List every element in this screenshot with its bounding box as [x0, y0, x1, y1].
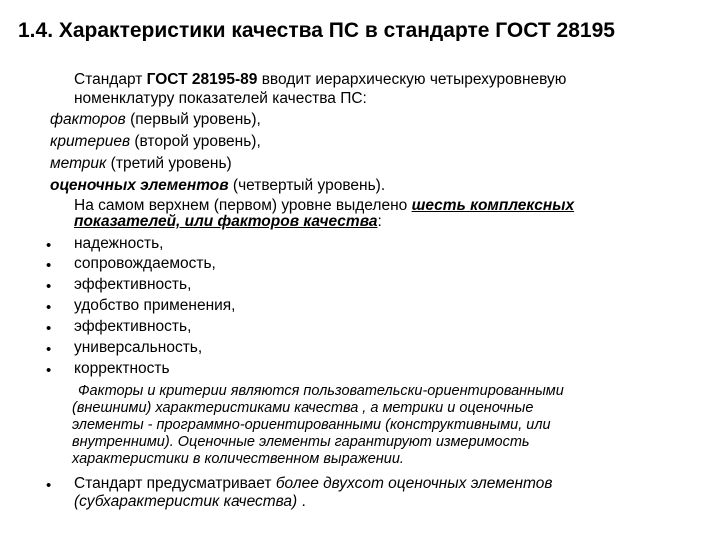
note-line: характеристики в количественном выражении. — [72, 451, 404, 467]
bullet-marker: • — [46, 299, 52, 316]
top-level-text: На самом верхнем (первом) уровне выделено — [74, 197, 412, 214]
level-term: критериев — [50, 133, 131, 150]
intro-line-1 — [74, 72, 566, 88]
note-line: Факторы и критерии являются пользовательски-ориентированными — [78, 383, 564, 399]
bullet-marker: • — [46, 320, 52, 337]
level-elements — [50, 178, 385, 194]
factor-item: корректность — [74, 360, 170, 377]
top-level-line-1 — [74, 198, 574, 214]
bullet-marker: • — [46, 237, 52, 254]
last-emphasis-2: (субхарактеристик качества) — [74, 493, 298, 510]
factor-item: эффективность, — [74, 318, 192, 335]
factor-item: удобство применения, — [74, 297, 236, 314]
level-desc: (третий уровень) — [106, 155, 232, 172]
top-level-line-2 — [74, 214, 382, 230]
bullet-marker: • — [46, 341, 52, 358]
note-line: внутренними). Оценочные элементы гарантируют измеримость — [72, 434, 530, 450]
top-level-colon: : — [377, 213, 382, 230]
factor-item: эффективность, — [74, 276, 192, 293]
level-desc: (первый уровень), — [125, 111, 261, 128]
factor-item: сопровождаемость, — [74, 255, 216, 272]
intro-text-a: Стандарт — [74, 71, 147, 88]
bullet-marker: • — [46, 477, 52, 494]
level-term: факторов — [50, 111, 126, 128]
bullet-marker: • — [46, 257, 52, 274]
level-desc: (четвертый уровень). — [228, 177, 386, 194]
note-line: элементы - программно-ориентированными (конструктивными, или — [72, 417, 551, 433]
level-factors — [50, 112, 261, 128]
level-desc: (второй уровень), — [130, 133, 261, 150]
intro-line-2: номенклатуру показателей качества ПС: — [74, 90, 367, 107]
factor-item: надежность, — [74, 235, 164, 252]
bullet-marker: • — [46, 278, 52, 295]
top-level-emphasis-2: показателей, или факторов качества — [74, 213, 378, 230]
intro-text-c: вводит иерархическую четырехуровневую — [257, 71, 567, 88]
page-title: 1.4. Характеристики качества ПС в стандарте ГОСТ 28195 — [18, 20, 615, 41]
last-emphasis: более двухсот оценочных элементов — [275, 475, 553, 492]
last-line-1 — [74, 476, 552, 492]
level-criteria — [50, 134, 261, 150]
last-line-2 — [74, 494, 306, 510]
top-level-emphasis: шесть комплексных — [411, 197, 575, 214]
intro-standard-name: ГОСТ 28195-89 — [146, 71, 258, 88]
last-end: . — [297, 493, 306, 510]
bullet-marker: • — [46, 362, 52, 379]
level-term: метрик — [50, 155, 107, 172]
factor-item: универсальность, — [74, 339, 203, 356]
level-term: оценочных элементов — [50, 177, 229, 194]
note-line: (внешними) характеристиками качества , а метрики и оценочные — [72, 400, 534, 416]
last-text: Стандарт предусматривает — [74, 475, 276, 492]
level-metrics — [50, 156, 232, 172]
